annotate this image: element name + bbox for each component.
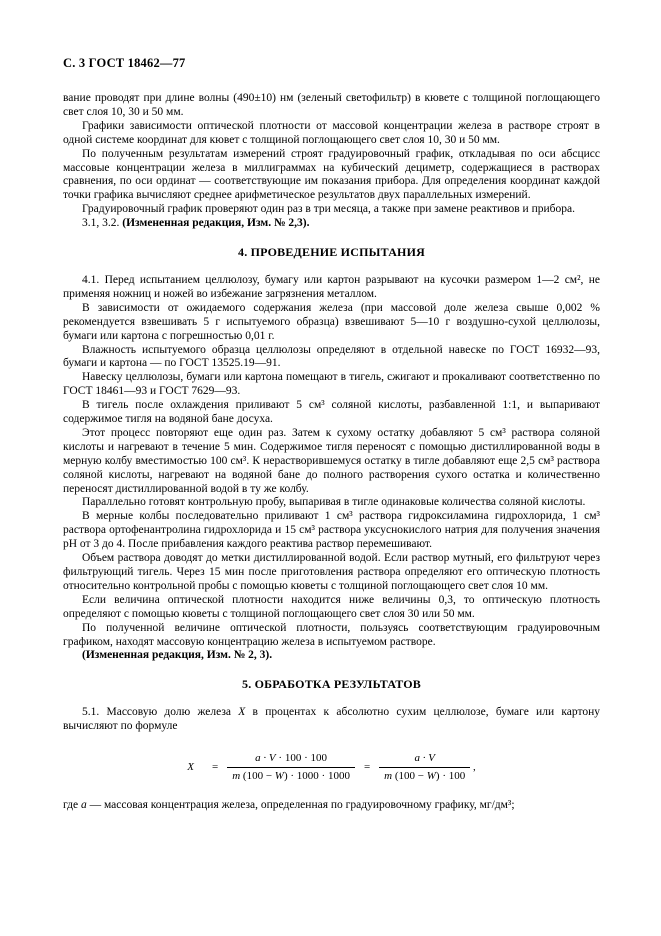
fraction-2 bbox=[379, 752, 470, 783]
paragraph: По полученной величине оптической плотности, пользуясь соответствующим градуировочным графиком, находят массовую концентрацию железа в испытуемом растворе. bbox=[63, 621, 600, 648]
variable-w: W bbox=[274, 770, 284, 783]
paragraph: В тигель после охлаждения приливают 5 см³ соляной кислоты, разбавленной 1:1, и выпаривают содержимое тигля на водяной бане досуха. bbox=[63, 399, 600, 426]
paragraph-continuation: вание проводят при длине волны (490±10) нм (зеленый светофильтр) в кювете с толщиной поглощающего свет слоя 10, 30 и 50 мм. bbox=[63, 92, 600, 118]
trailing-comma: , bbox=[473, 761, 476, 774]
variable-m: m bbox=[232, 770, 241, 783]
amendment-note-4: (Измененная редакция, Изм. № 2, 3). bbox=[82, 649, 273, 662]
formula bbox=[63, 752, 600, 783]
paragraph: В зависимости от ожидаемого содержания железа (при массовой доле железа свыше 0,002 % рекомендуется взвешивать 5 г испытуемого образца) взвешивают 5—10 г воздушно-сухой целлюлозы, бумаги или картона с погрешностью 0,01 г. bbox=[63, 301, 600, 342]
amendment-text: (Измененная редакция, Изм. № 2,3). bbox=[122, 217, 310, 230]
page-header: С. 3 ГОСТ 18462—77 bbox=[63, 56, 186, 70]
paragraph: По полученным результатам измерений строят градуировочный график, откладывая по оси абсцисс массовые концентрации железа в миллиграммах на кубический дециметр, содержащиеся в растворах сравнения, по оси ординат — соответствующие им показания прибора. Для определения координат каждой точки графика вычисляют среднее арифметическое результатов двух параллельных измерений. bbox=[63, 147, 600, 202]
paragraph: Объем раствора доводят до метки дистиллированной водой. Если раствор мутный, его фильтруют через фильтрующий тигель. Через 15 мин после приготовления раствора определяют его оптическую плотность относительно контрольной пробы с помощью кюветы с толщиной поглощающего свет слоя 10 мм. bbox=[63, 552, 600, 592]
paragraph: Графики зависимости оптической плотности от массовой концентрации железа в растворе строят в одной системе координат для кювет с толщиной поглощающего свет слоя 10, 30 и 50 мм. bbox=[63, 119, 600, 146]
paragraph: Градуировочный график проверяют один раз в три месяца, а также при замене реактивов и прибора. bbox=[82, 203, 575, 216]
equals-sign-2: = bbox=[363, 761, 371, 774]
fraction-2-denominator bbox=[379, 768, 470, 783]
paragraph-5-1 bbox=[63, 706, 600, 734]
fraction-1 bbox=[227, 752, 355, 783]
denominator-text: (100 − bbox=[240, 770, 275, 783]
variable-a: a bbox=[80, 799, 87, 812]
section-4-heading: 4. ПРОВЕДЕНИЕ ИСПЫТАНИЯ bbox=[238, 245, 425, 260]
numerator-constants: · 100 · 100 bbox=[275, 752, 327, 765]
clause-refs: 3.1, 3.2. bbox=[82, 217, 123, 230]
amendment-note-3-1 bbox=[63, 217, 600, 231]
fraction-1-denominator bbox=[227, 768, 355, 783]
paragraph: Навеску целлюлозы, бумаги или картона помещают в тигель, сжигают и прокаливают соответственно по ГОСТ 18461—93 и ГОСТ 7629—93. bbox=[63, 371, 600, 398]
paragraph-5-1-text: 5.1. Массовую долю железа bbox=[82, 706, 239, 719]
section-5-heading: 5. ОБРАБОТКА РЕЗУЛЬТАТОВ bbox=[242, 677, 421, 692]
paragraph: Этот процесс повторяют еще один раз. Затем к сухому остатку добавляют 5 см³ раствора соляной кислоты и нагревают в течение 5 мин. Содержимое тигля переносят с помощью дистиллированной воды в мерную колбу вместимостью 100 см³. К нерастворившемуся остатку в тигле добавляют еще 2,5 см³ раствора соляной кислоты, нагревают на водяной бане до полного растворения сухого остатка и количественно переносят дистиллированной водой в ту же колбу. bbox=[63, 426, 600, 495]
variable-x: X bbox=[238, 706, 246, 719]
variable-m: m bbox=[384, 770, 393, 783]
denominator-constants: ) · 1000 · 1000 bbox=[283, 770, 350, 783]
legend-text: — массовая концентрация железа, определенная по градуировочному графику, мг/дм³; bbox=[86, 799, 515, 812]
numerator-variables: a · V bbox=[414, 752, 435, 765]
fraction-1-numerator bbox=[227, 752, 355, 768]
equals-sign: = bbox=[211, 761, 219, 774]
paragraph: Если величина оптической плотности находится ниже величины 0,3, то оптическую плотность определяют с помощью кюветы с толщиной поглощающего свет слоя 30 или 50 мм. bbox=[63, 593, 600, 620]
paragraph: Параллельно готовят контрольную пробу, выпаривая в тигле одинаковые количества соляной кислоты. bbox=[82, 496, 586, 509]
denominator-constants: ) · 100 bbox=[435, 770, 466, 783]
formula-legend bbox=[63, 799, 600, 813]
document-body bbox=[63, 92, 600, 813]
paragraph: В мерные колбы последовательно приливают 1 см³ раствора гидроксиламина гидрохлорида, 1 см³ раствора ортофенантролина гидрохлорида и 15 см³ раствора уксуснокислого натрия для получения значения рН от 3 до 4. После прибавления каждого реактива раствор перемешивают. bbox=[63, 510, 600, 551]
paragraph: Влажность испытуемого образца целлюлозы определяют в отдельной навеске по ГОСТ 16932—93, бумаги и картона — по ГОСТ 13525.19—91. bbox=[63, 343, 600, 370]
denominator-text: (100 − bbox=[392, 770, 427, 783]
fraction-2-numerator bbox=[379, 752, 470, 768]
paragraph-5-1-text-after: в процентах к абсолютно сухим целлюлозе, бумаге или картону вычисляют по формуле bbox=[63, 706, 600, 733]
formula-lhs: X bbox=[187, 761, 194, 774]
variable-w: W bbox=[426, 770, 436, 783]
numerator-variables: a · V bbox=[255, 752, 276, 765]
legend-prefix: где bbox=[63, 799, 81, 812]
paragraph-4-1: 4.1. Перед испытанием целлюлозу, бумагу или картон разрывают на кусочки размером 1—2 см², не применяя ножниц и ножей во избежание загрязнения металлом. bbox=[63, 273, 600, 300]
